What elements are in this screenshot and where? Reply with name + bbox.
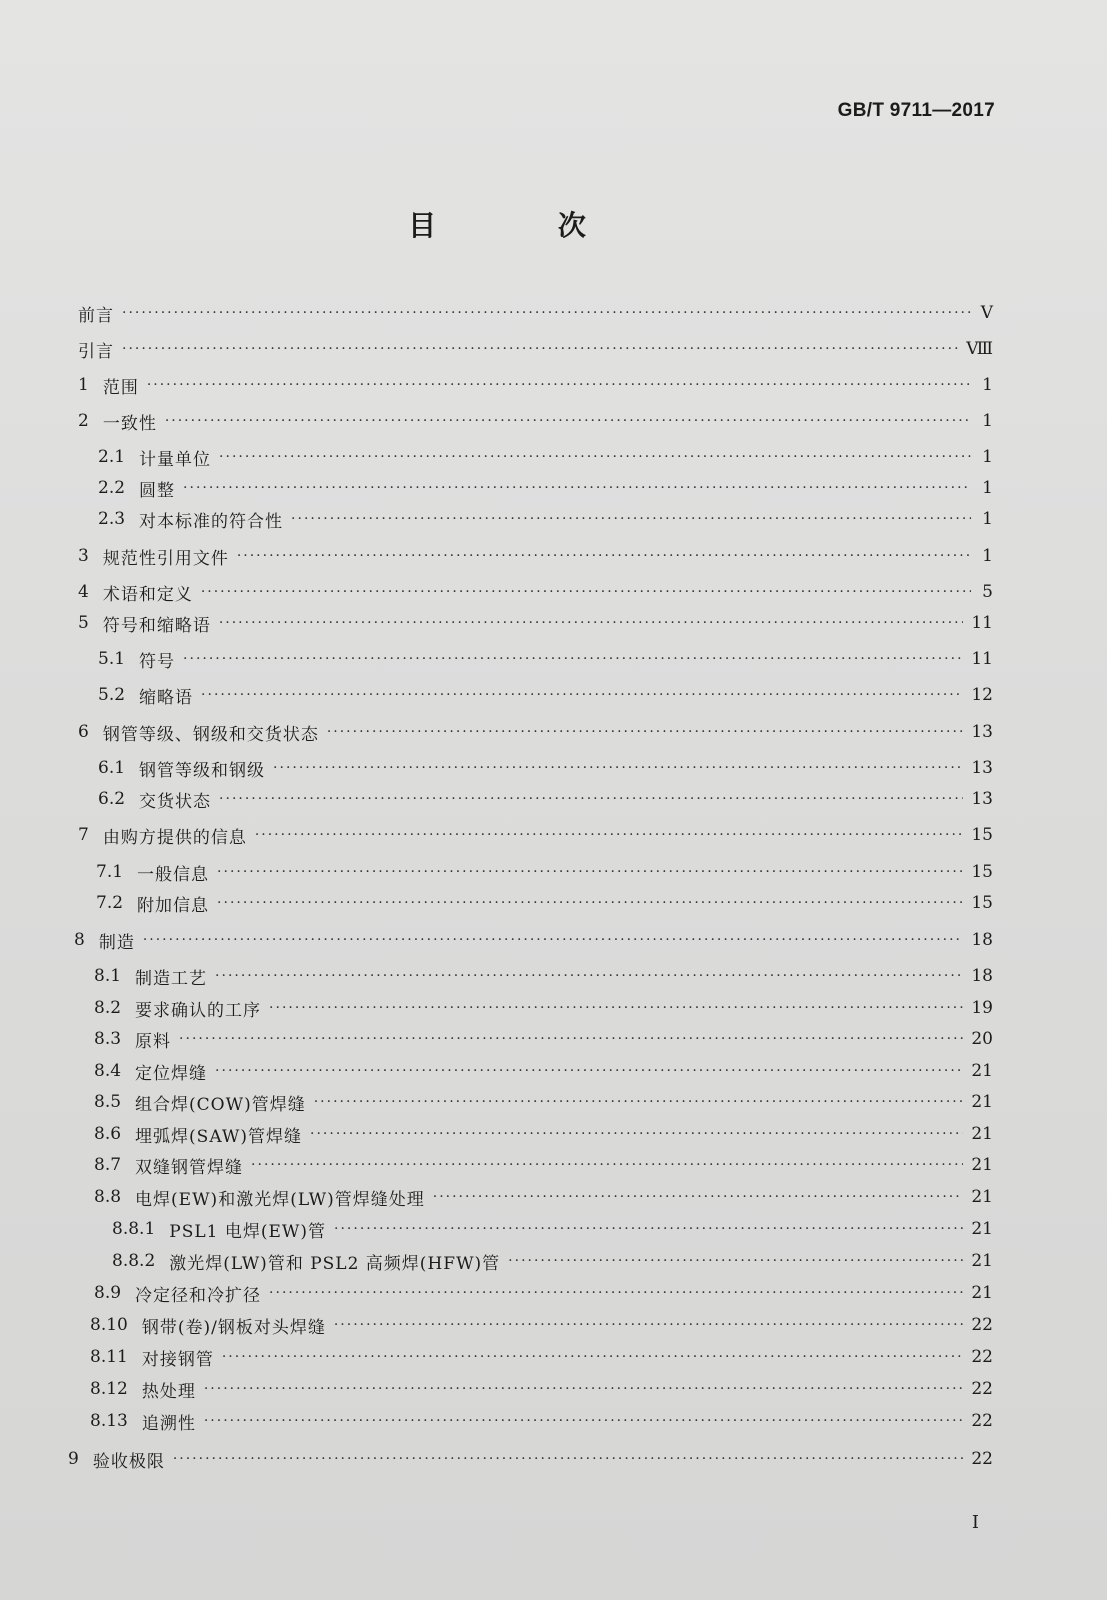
toc-entry-number: 6.1 [98,758,126,778]
toc-entry-number: 8 [74,930,85,950]
dot-leader [217,895,963,911]
toc-entry-page: 12 [971,685,993,705]
toc-entry-number: 8.9 [94,1283,122,1303]
toc-entry[interactable] [90,1376,993,1402]
toc-entry-number: 8.8.1 [112,1219,156,1239]
dot-leader [237,548,971,564]
toc-entry-title: 附加信息 [137,895,210,916]
toc-entry-number: 8.1 [94,966,122,986]
toc-entry-title: 制造 [98,932,135,953]
dot-leader [201,687,963,703]
toc-entry-page: 21 [971,1283,993,1303]
toc-entry-number: 2.1 [98,447,126,467]
toc-entry-number: 8.7 [94,1155,122,1175]
toc-entry-number: 8.2 [94,998,122,1018]
toc-entry-number: 5.1 [98,649,126,669]
toc-entry-title: 圆整 [139,480,176,501]
toc-entry[interactable] [94,1026,993,1052]
toc-entry-title: 原料 [135,1031,172,1052]
toc-entry-title: 埋弧焊(SAW)管焊缝 [135,1126,303,1147]
toc-entry-number: 2 [78,411,89,431]
toc-entry-page: 13 [971,722,993,742]
dot-leader [310,1126,963,1142]
toc-entry-page: 15 [971,825,993,845]
toc-entry-title: 组合焊(COW)管焊缝 [135,1094,306,1115]
toc-entry-page: 1 [982,411,993,431]
toc-entry-number: 1 [78,375,89,395]
dot-leader [179,1031,963,1047]
toc-entry[interactable] [78,610,993,636]
toc-entry[interactable] [94,1121,993,1147]
toc-entry-page: 1 [982,509,993,529]
toc-entry-title: 热处理 [141,1381,196,1402]
dot-leader [327,724,964,740]
toc-entry-title: 缩略语 [139,687,194,708]
toc-entry-number: 4 [78,582,89,602]
toc-entry-number: 8.10 [90,1315,128,1335]
dot-leader [215,968,963,984]
toc-entry-number: 8.5 [94,1092,122,1112]
toc-entry[interactable] [94,1089,993,1115]
toc-entry-number: 8.3 [94,1029,122,1049]
page-title: 目 次 [408,209,642,242]
toc-entry-page: 15 [971,893,993,913]
toc-entry[interactable] [78,336,993,362]
dot-leader [219,449,971,465]
toc-entry-title: 冷定径和冷扩径 [135,1285,262,1306]
dot-leader [219,615,964,631]
dot-leader [204,1413,964,1429]
toc-entry-page: V [980,303,993,323]
toc-entry-title: 对本标准的符合性 [139,511,284,532]
toc-entry-title: PSL1 电焊(EW)管 [169,1221,327,1242]
toc-entry-page: 11 [971,613,993,633]
toc-entry-page: 22 [971,1347,993,1367]
toc-entry-page: 5 [982,582,993,602]
toc-entry-number: 8.11 [90,1347,128,1367]
toc-entry[interactable] [78,543,993,569]
toc-entry-title: 符号和缩略语 [102,615,211,636]
dot-leader [433,1189,964,1205]
toc-entry-number: 7.1 [96,862,124,882]
toc-entry-title: 引言 [78,341,114,362]
toc-entry[interactable] [98,646,993,672]
toc-entry[interactable] [98,506,993,532]
toc-entry[interactable] [90,1312,993,1338]
toc-entry-title: 双缝钢管焊缝 [135,1157,244,1178]
dot-leader [291,511,971,527]
toc-entry-number: 8.8.2 [112,1251,156,1271]
toc-entry[interactable] [78,579,993,605]
toc-entry-title: 钢带(卷)/钢板对头焊缝 [141,1317,326,1338]
dot-leader [122,341,958,357]
toc-entry-title: 激光焊(LW)管和 PSL2 高频焊(HFW)管 [169,1253,501,1274]
toc-entry-page: 21 [971,1219,993,1239]
dot-leader [334,1317,964,1333]
toc-entry-page: 19 [971,998,993,1018]
toc-entry-title: 符号 [139,651,176,672]
toc-entry-title: 对接钢管 [141,1349,214,1370]
dot-leader [204,1381,964,1397]
toc-entry-number: 9 [68,1449,79,1469]
toc-entry[interactable] [112,1216,993,1242]
toc-entry-number: 7 [78,825,89,845]
toc-entry-page: 1 [982,447,993,467]
toc-entry-page: 22 [971,1411,993,1431]
toc-entry[interactable] [78,408,993,434]
toc-entry-title: 交货状态 [139,791,212,812]
toc-entry-number: 7.2 [96,893,124,913]
dot-leader [201,584,971,600]
toc-entry[interactable] [68,1446,993,1472]
toc-entry[interactable] [98,475,993,501]
toc-entry[interactable] [94,1280,993,1306]
toc-entry-page: 13 [971,789,993,809]
toc-entry[interactable] [90,1344,993,1370]
dot-leader [314,1094,964,1110]
toc-entry-title: 由购方提供的信息 [102,827,247,848]
toc-entry[interactable] [98,786,993,812]
standard-code: GB/T 9711—2017 [837,100,995,121]
toc-entry[interactable] [94,1184,993,1210]
toc-entry[interactable] [96,890,993,916]
toc-entry[interactable] [98,444,993,470]
toc-entry-page: 1 [982,546,993,566]
toc-entry-number: 5.2 [98,685,126,705]
toc-entry-number: 6 [78,722,89,742]
dot-leader [217,864,963,880]
dot-leader [165,413,971,429]
toc-entry-page: 21 [971,1124,993,1144]
toc-entry-page: 15 [971,862,993,882]
toc-entry-number: 3 [78,546,89,566]
toc-entry[interactable] [96,859,993,885]
dot-leader [215,1063,963,1079]
toc-entry-number: 5 [78,613,89,633]
toc-entry[interactable] [74,927,993,953]
toc-entry-title: 规范性引用文件 [102,548,229,569]
toc-entry-title: 要求确认的工序 [135,1000,262,1021]
toc-entry-number: 2.2 [98,478,126,498]
toc-entry-page: 22 [971,1315,993,1335]
toc-entry-number: 6.2 [98,789,126,809]
toc-entry-page: 1 [982,478,993,498]
toc-entry[interactable] [94,963,993,989]
dot-leader [147,377,971,393]
toc-entry[interactable] [98,755,993,781]
toc-entry-page: 21 [971,1251,993,1271]
dot-leader [255,827,964,843]
toc-entry-number: 8.4 [94,1061,122,1081]
dot-leader [269,1000,963,1016]
toc-entry-number: 8.12 [90,1379,128,1399]
toc-entry[interactable] [78,300,993,326]
toc-entry[interactable] [90,1408,993,1434]
toc-entry-title: 电焊(EW)和激光焊(LW)管焊缝处理 [135,1189,425,1210]
toc-entry-title: 术语和定义 [102,584,193,605]
toc-entry-title: 一致性 [102,413,157,434]
dot-leader [273,760,963,776]
toc-entry[interactable] [94,1058,993,1084]
toc-entry-title: 计量单位 [139,449,212,470]
toc-entry-page: 21 [971,1061,993,1081]
toc-entry-number: 8.8 [94,1187,122,1207]
toc-entry-page: 18 [971,966,993,986]
toc-entry-title: 制造工艺 [135,968,208,989]
toc-entry-page: 1 [982,375,993,395]
toc-entry-page: 22 [971,1449,993,1469]
dot-leader [183,480,971,496]
toc-entry-title: 钢管等级、钢级和交货状态 [102,724,319,745]
toc-entry-title: 前言 [78,305,114,326]
toc-entry-page: 21 [971,1155,993,1175]
dot-leader [222,1349,964,1365]
toc-entry-number: 8.13 [90,1411,128,1431]
toc-entry-page: 22 [971,1379,993,1399]
toc-entry[interactable] [78,822,993,848]
toc-entry[interactable] [78,719,993,745]
toc-entry-title: 钢管等级和钢级 [139,760,266,781]
toc-entry[interactable] [94,995,993,1021]
toc-entry-page: 20 [971,1029,993,1049]
toc-entry-title: 追溯性 [141,1413,196,1434]
toc-entry-number: 2.3 [98,509,126,529]
toc-entry[interactable] [94,1152,993,1178]
dot-leader [219,791,963,807]
toc-entry[interactable] [98,682,993,708]
dot-leader [183,651,963,667]
page-number: I [971,1512,979,1533]
toc-entry-title: 一般信息 [137,864,210,885]
toc-entry-title: 范围 [102,377,139,398]
toc-entry[interactable] [78,372,993,398]
dot-leader [251,1157,963,1173]
dot-leader [334,1221,963,1237]
toc-entry-page: 18 [971,930,993,950]
dot-leader [173,1451,964,1467]
toc-entry-page: 13 [971,758,993,778]
toc-entry-number: 8.6 [94,1124,122,1144]
dot-leader [269,1285,963,1301]
toc-entry[interactable] [112,1248,993,1274]
toc-entry-title: 定位焊缝 [135,1063,208,1084]
toc-entry-page: 11 [971,649,993,669]
toc-entry-page: 21 [971,1092,993,1112]
dot-leader [122,305,971,321]
toc-entry-title: 验收极限 [92,1451,165,1472]
dot-leader [143,932,964,948]
toc-entry-page: 21 [971,1187,993,1207]
toc-entry-page: Ⅷ [966,339,993,359]
dot-leader [508,1253,963,1269]
